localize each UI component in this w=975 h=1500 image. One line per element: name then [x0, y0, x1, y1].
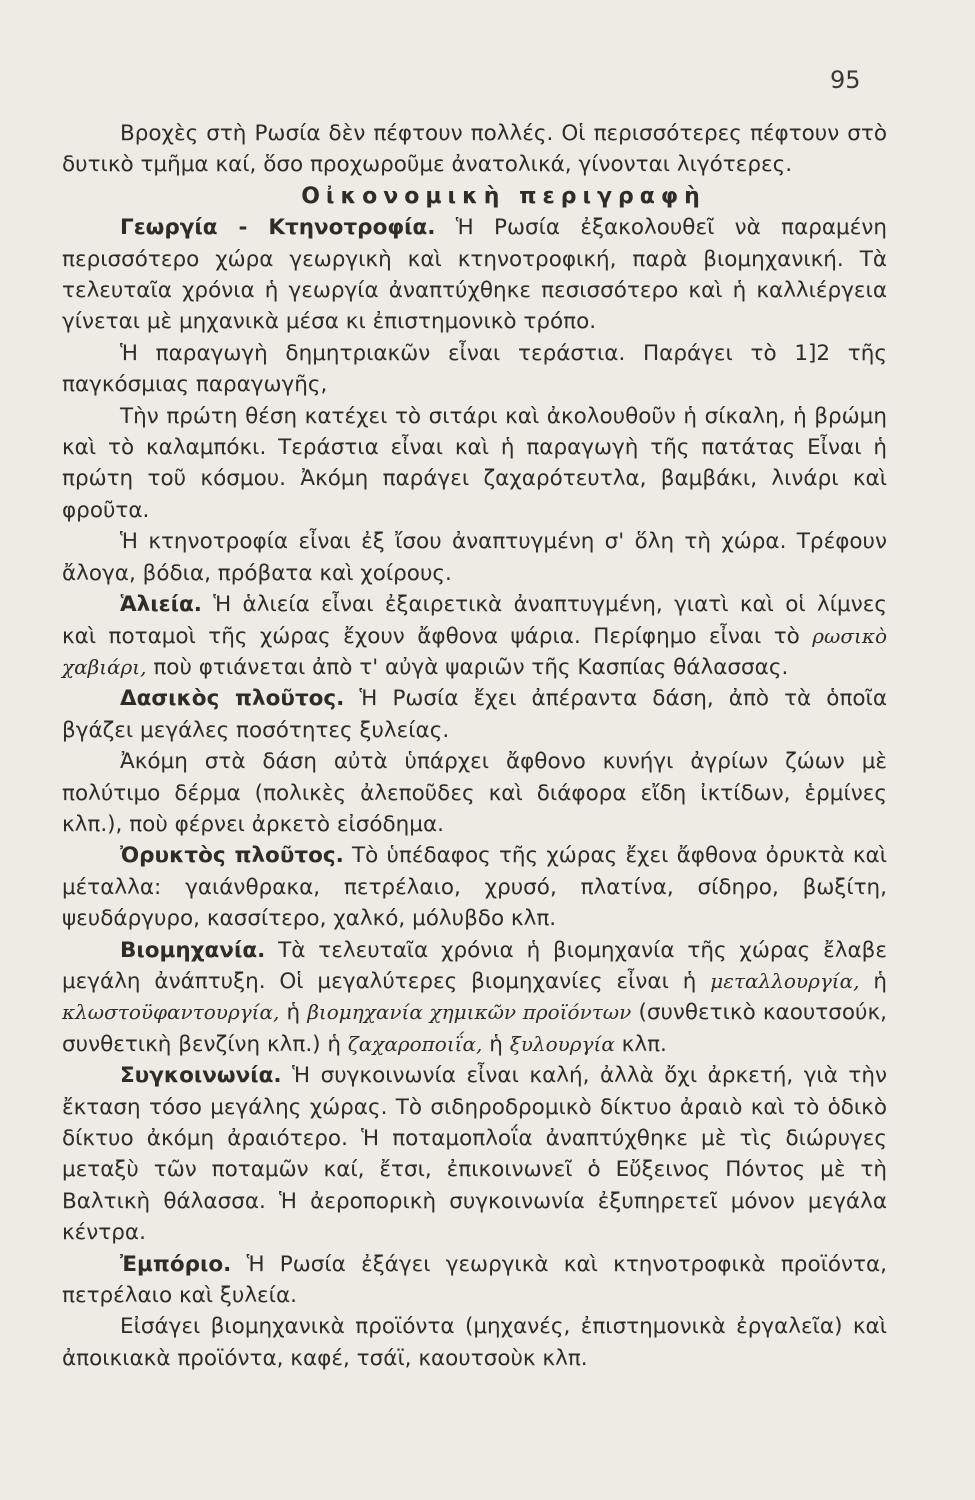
paragraph-rainfall: Βροχὲς στὴ Ρωσία δὲν πέφτουν πολλές. Οἱ περισσότερες πέφτουν στὸ δυτικὸ τμῆμα καί, ὅσο προχωροῦμε ἀνατολικά, γίνονται λιγότερες. [62, 121, 887, 178]
paragraph-fishing [62, 589, 887, 683]
text-minerals: Τὸ ὑπέδαφος τῆς χώρας ἔχει ἄφθονα ὀρυκτὰ καὶ μέταλλα: γαιάνθρακα, πετρέλαιο, χρυσό, πλατίνα, σίδηρο, βωξίτη, ψευδάργυρο, κασσίτερο, χαλκό, μόλυβδο κλπ. [62, 843, 887, 932]
text-industry-1: Τὰ τελευταῖα χρόνια ἡ βιομηχανία τῆς χώρας ἔλαβε μεγάλη ἀνάπτυξη. Οἱ μεγαλύτερες βιομηχανίες εἶναι ἡ [62, 937, 887, 994]
heading-trade: Ἐμπόριο. [120, 1251, 232, 1277]
text-industry-woodwork: ξυλουργία [509, 1031, 615, 1056]
text-fishing-2: ποὺ φτιάνεται ἀπὸ τ' αὐγὰ ψαριῶν τῆς Κασπίας θάλασσας. [153, 654, 789, 680]
text-industry-6: κλπ. [621, 1031, 667, 1057]
paragraph-agriculture [62, 212, 887, 338]
paragraph-wheat: Τὴν πρώτη θέση κατέχει τὸ σιτάρι καὶ ἀκολουθοῦν ἡ σίκαλη, ἡ βρώμη καὶ τὸ καλαμπόκι. Τεράστια εἶναι καὶ ἡ παραγωγὴ τῆς πατάτας Εἶναι ἡ πρώτη τοῦ κόσμου. Ἀκόμη παράγει ζαχαρότευτλα, βαμβάκι, λινάρι καὶ φροῦτα. [62, 403, 887, 523]
text-industry-4: (συνθετικὸ καουτσούκ, συνθετικὴ βενζίνη κλπ.) ἡ [62, 1000, 887, 1057]
heading-industry: Βιομηχανία. [120, 937, 266, 963]
paragraph-transport [62, 1060, 887, 1248]
paragraph-minerals [62, 840, 887, 934]
heading-transport: Συγκοινωνία. [120, 1063, 282, 1089]
text-forest: Ἡ Ρωσία ἔχει ἀπέραντα δάση, ἀπὸ τὰ ὁποῖα βγάζει μεγάλες ποσότητες ξυλείας. [62, 686, 887, 743]
text-industry-sugar: ζαχαροποιΐα, [347, 1031, 483, 1056]
paragraph-trade [62, 1249, 887, 1312]
text-trade: Ἡ Ρωσία ἐξάγει γεωργικὰ καὶ κτηνοτροφικὰ προϊόντα, πετρέλαιο καὶ ξυλεία. [62, 1251, 887, 1309]
paragraph-forest [62, 683, 887, 746]
text-agriculture: Ἡ Ρωσία ἐξακολουθεῖ νὰ παραμένη περισσότερο χώρα γεωργικὴ καὶ κτηνοτροφική, παρὰ βιομηχανική. Τὰ τελευταῖα χρόνια ἡ γεωργία ἀναπτύχθηκε πεσισσότερο καὶ ἡ καλλιέργεια γίνεται μὲ μηχανικὰ μέσα κι ἐπιστημονικὸ τρόπο. [62, 215, 887, 335]
section-title: Οἰκονομικὴ περιγραφὴ [301, 183, 706, 209]
text-industry-5: ἡ [489, 1031, 503, 1057]
text-industry-3: ἡ [286, 1000, 301, 1026]
heading-minerals: Ὀρυκτὸς πλοῦτος. [120, 843, 344, 869]
paragraph-industry [62, 935, 887, 1061]
page-text [62, 118, 887, 1374]
heading-agriculture: Γεωργία - Κτηνοτροφία. [120, 215, 436, 241]
text-industry-2: ἡ [873, 968, 887, 994]
text-industry-metallurgy: μεταλλουργία, [710, 968, 860, 993]
paragraph-forest-2: Ἀκόμη στὰ δάση αὐτὰ ὑπάρχει ἄφθονο κυνήγι ἀγρίων ζώων μὲ πολύτιμο δέρμα (πολικὲς ἀλεποῦδες καὶ διάφορα εἴδη ἰκτίδων, ἑρμίνες κλπ.), ποὺ φέρνει ἀρκετὸ εἰσόδημα. [62, 749, 887, 837]
heading-fishing: Ἁλιεία. [120, 592, 202, 618]
text-industry-textiles: κλωστοϋφαντουργία, [62, 1000, 280, 1025]
text-transport: Ἡ συγκοινωνία εἶναι καλή, ἀλλὰ ὄχι ἀρκετή, γιὰ τὴν ἔκταση τόσο μεγάλης χώρας. Τὸ σιδηροδρομικὸ δίκτυο ἀραιὸ καὶ τὸ ὁδικὸ δίκτυο ἀκόμη ἀραιότερο. Ἡ ποταμοπλοΐα ἀναπτύχθηκε μὲ τὶς διώρυγες μεταξὺ τῶν ποταμῶν καί, ἔτσι, ἐπικοινωνεῖ ὁ Εὔξεινος Πόντος μὲ τὴ Βαλτικὴ θάλασσα. Ἡ ἀεροπορικὴ συγκοινωνία ἐξυπηρετεῖ μόνον μεγάλα κέντρα. [62, 1063, 887, 1246]
text-fishing-caviar: ρωσικὸ χαβιάρι, [62, 623, 887, 679]
page-number: 95 [830, 66, 861, 94]
text-fishing-1: Ἡ ἁλιεία εἶναι ἐξαιρετικὰ ἀναπτυγμένη, γιατὶ καὶ οἱ λίμνες καὶ ποταμοὶ τῆς χώρας ἔχουν ἄφθονα ψάρια. Περίφημο εἶναι τὸ [62, 592, 887, 649]
paragraph-cereals: Ἡ παραγωγὴ δημητριακῶν εἶναι τεράστια. Παράγει τὸ 1]2 τῆς παγκόσμιας παραγωγῆς, [62, 340, 887, 398]
paragraph-trade-2: Εἰσάγει βιομηχανικὰ προϊόντα (μηχανές, ἐπιστημονικὰ ἐργαλεῖα) καὶ ἀποικιακὰ προϊόντα, καφέ, τσάϊ, καουτσοὺκ κλπ. [62, 1314, 887, 1371]
heading-forest: Δασικὸς πλοῦτος. [120, 686, 345, 712]
paragraph-livestock: Ἡ κτηνοτροφία εἶναι ἐξ ἴσου ἀναπτυγμένη σ' ὅλη τὴ χώρα. Τρέφουν ἄλογα, βόδια, πρόβατα καὶ χοίρους. [62, 529, 887, 586]
text-industry-chemicals: βιομηχανία χημικῶν προϊόντων [307, 1000, 632, 1025]
